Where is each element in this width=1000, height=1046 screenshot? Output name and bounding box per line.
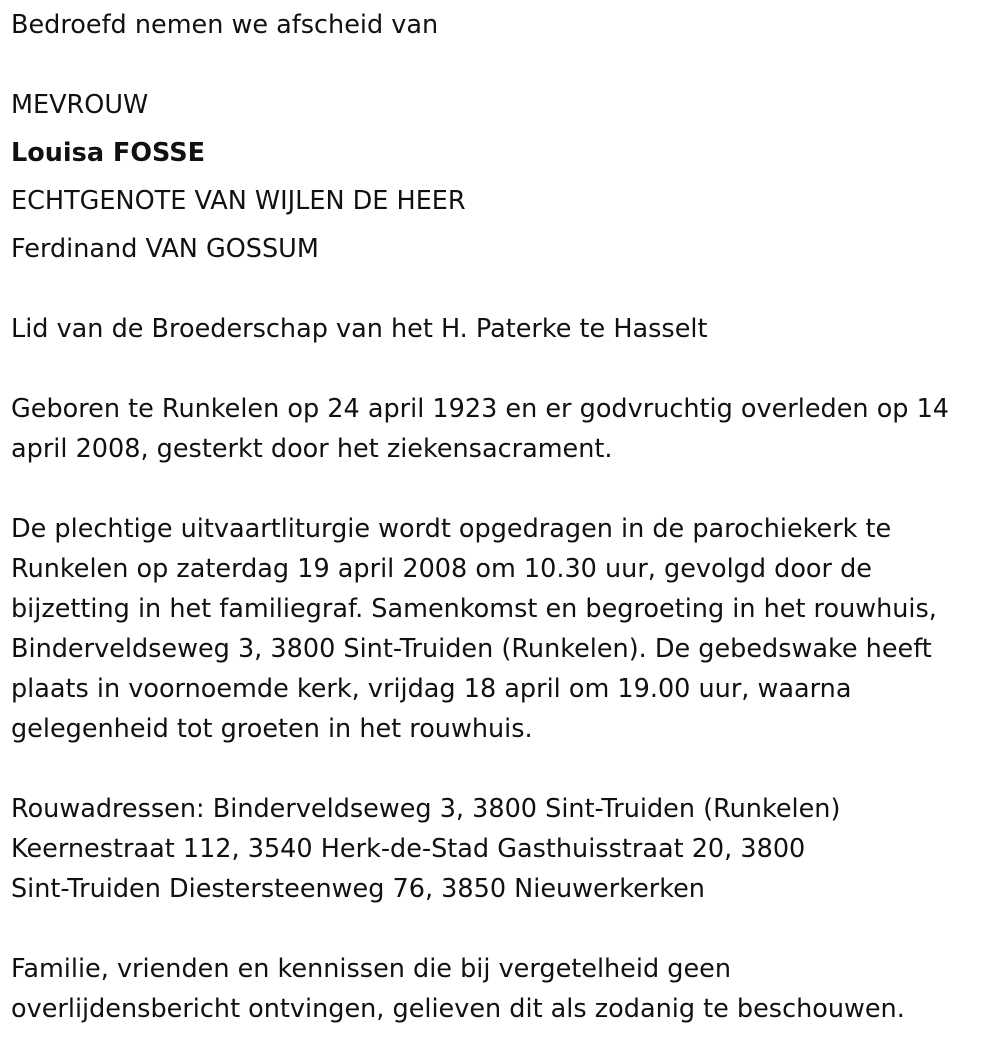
address-line: Keernestraat 112, 3540 Herk-de-Stad Gasthuisstraat 20, 3800 <box>11 834 806 864</box>
funeral-line: plaats in voornoemde kerk, vrijdag 18 april om 19.00 uur, waarna <box>11 674 852 704</box>
deceased-title: MEVROUW <box>11 90 149 120</box>
address-line: Rouwadressen: Binderveldseweg 3, 3800 Sint-Truiden (Runkelen) <box>11 794 841 824</box>
birth-death-line: Geboren te Runkelen op 24 april 1923 en er godvruchtig overleden op 14 <box>11 394 950 424</box>
intro-text: Bedroefd nemen we afscheid van <box>11 10 439 40</box>
deceased-name: Louisa FOSSE <box>11 138 206 168</box>
funeral-line: Binderveldseweg 3, 3800 Sint-Truiden (Runkelen). De gebedswake heeft <box>11 634 932 664</box>
birth-death-line: april 2008, gesterkt door het ziekensacrament. <box>11 434 613 464</box>
membership-text: Lid van de Broederschap van het H. Paterke te Hasselt <box>11 314 708 344</box>
funeral-line: De plechtige uitvaartliturgie wordt opgedragen in de parochiekerk te <box>11 514 892 544</box>
funeral-line: gelegenheid tot groeten in het rouwhuis. <box>11 714 533 744</box>
closing-line: overlijdensbericht ontvingen, gelieven dit als zodanig te beschouwen. <box>11 994 905 1024</box>
funeral-line: Runkelen op zaterdag 19 april 2008 om 10.30 uur, gevolgd door de <box>11 554 872 584</box>
spouse-prefix: ECHTGENOTE VAN WIJLEN DE HEER <box>11 186 466 216</box>
funeral-line: bijzetting in het familiegraf. Samenkomst en begroeting in het rouwhuis, <box>11 594 937 624</box>
closing-line: Familie, vrienden en kennissen die bij vergetelheid geen <box>11 954 731 984</box>
address-line: Sint-Truiden Diestersteenweg 76, 3850 Nieuwerkerken <box>11 874 705 904</box>
spouse-name: Ferdinand VAN GOSSUM <box>11 234 319 264</box>
